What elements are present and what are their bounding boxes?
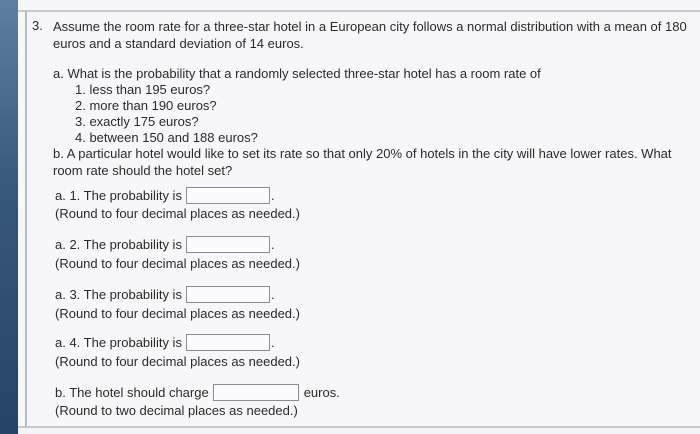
part-a-item-2: 2. more than 190 euros? bbox=[75, 98, 217, 113]
answer-a4-hint: (Round to four decimal places as needed.) bbox=[55, 354, 300, 369]
part-a-item-3: 3. exactly 175 euros? bbox=[75, 114, 199, 129]
answer-a2-hint: (Round to four decimal places as needed.) bbox=[55, 256, 300, 271]
answer-a3-row bbox=[55, 286, 275, 303]
answer-b-hint: (Round to two decimal places as needed.) bbox=[55, 403, 298, 418]
answer-b-unit: euros. bbox=[303, 385, 340, 400]
part-b-prompt: b. A particular hotel would like to set its rate so that only 20% of hotels in the city will have lower rates. What room rate should the hotel set? bbox=[53, 146, 672, 178]
pane-border bbox=[25, 11, 27, 426]
answer-b-input[interactable] bbox=[213, 384, 299, 401]
question-number: 3. bbox=[32, 18, 43, 33]
answer-a4-row bbox=[55, 334, 275, 351]
answer-a2-suffix: . bbox=[270, 237, 275, 252]
answer-a2-label: a. 2. The probability is bbox=[55, 237, 182, 252]
answer-a3-hint: (Round to four decimal places as needed.) bbox=[55, 306, 300, 321]
part-a-item-4: 4. between 150 and 188 euros? bbox=[75, 130, 258, 145]
answer-a3-label: a. 3. The probability is bbox=[55, 287, 182, 302]
answer-a4-label: a. 4. The probability is bbox=[55, 335, 182, 350]
desk-background bbox=[0, 0, 18, 434]
answer-a2-input[interactable] bbox=[186, 236, 270, 253]
answer-a4-suffix: . bbox=[270, 335, 275, 350]
part-a-item-1: 1. less than 195 euros? bbox=[75, 82, 211, 97]
part-a-prompt: a. What is the probability that a randomly selected three-star hotel has a room rate of bbox=[53, 66, 541, 81]
answer-a3-input[interactable] bbox=[186, 286, 270, 303]
answer-a1-input[interactable] bbox=[186, 187, 270, 204]
answer-a2-row bbox=[55, 236, 275, 253]
answer-b-label: b. The hotel should charge bbox=[55, 385, 209, 400]
answer-b-row bbox=[55, 384, 340, 401]
bottom-divider bbox=[18, 426, 700, 428]
answer-a4-input[interactable] bbox=[186, 334, 270, 351]
question-text: Assume the room rate for a three-star hotel in a European city follows a normal distribution with a mean of 180 euros and a standard deviation of 14 euros. bbox=[53, 19, 687, 51]
answer-a1-hint: (Round to four decimal places as needed.) bbox=[55, 206, 300, 221]
answer-a1-label: a. 1. The probability is bbox=[55, 188, 182, 203]
answer-a1-row bbox=[55, 187, 275, 204]
top-divider bbox=[18, 10, 700, 12]
answer-a3-suffix: . bbox=[270, 287, 275, 302]
question-pane bbox=[18, 0, 700, 428]
answer-a1-suffix: . bbox=[270, 188, 275, 203]
